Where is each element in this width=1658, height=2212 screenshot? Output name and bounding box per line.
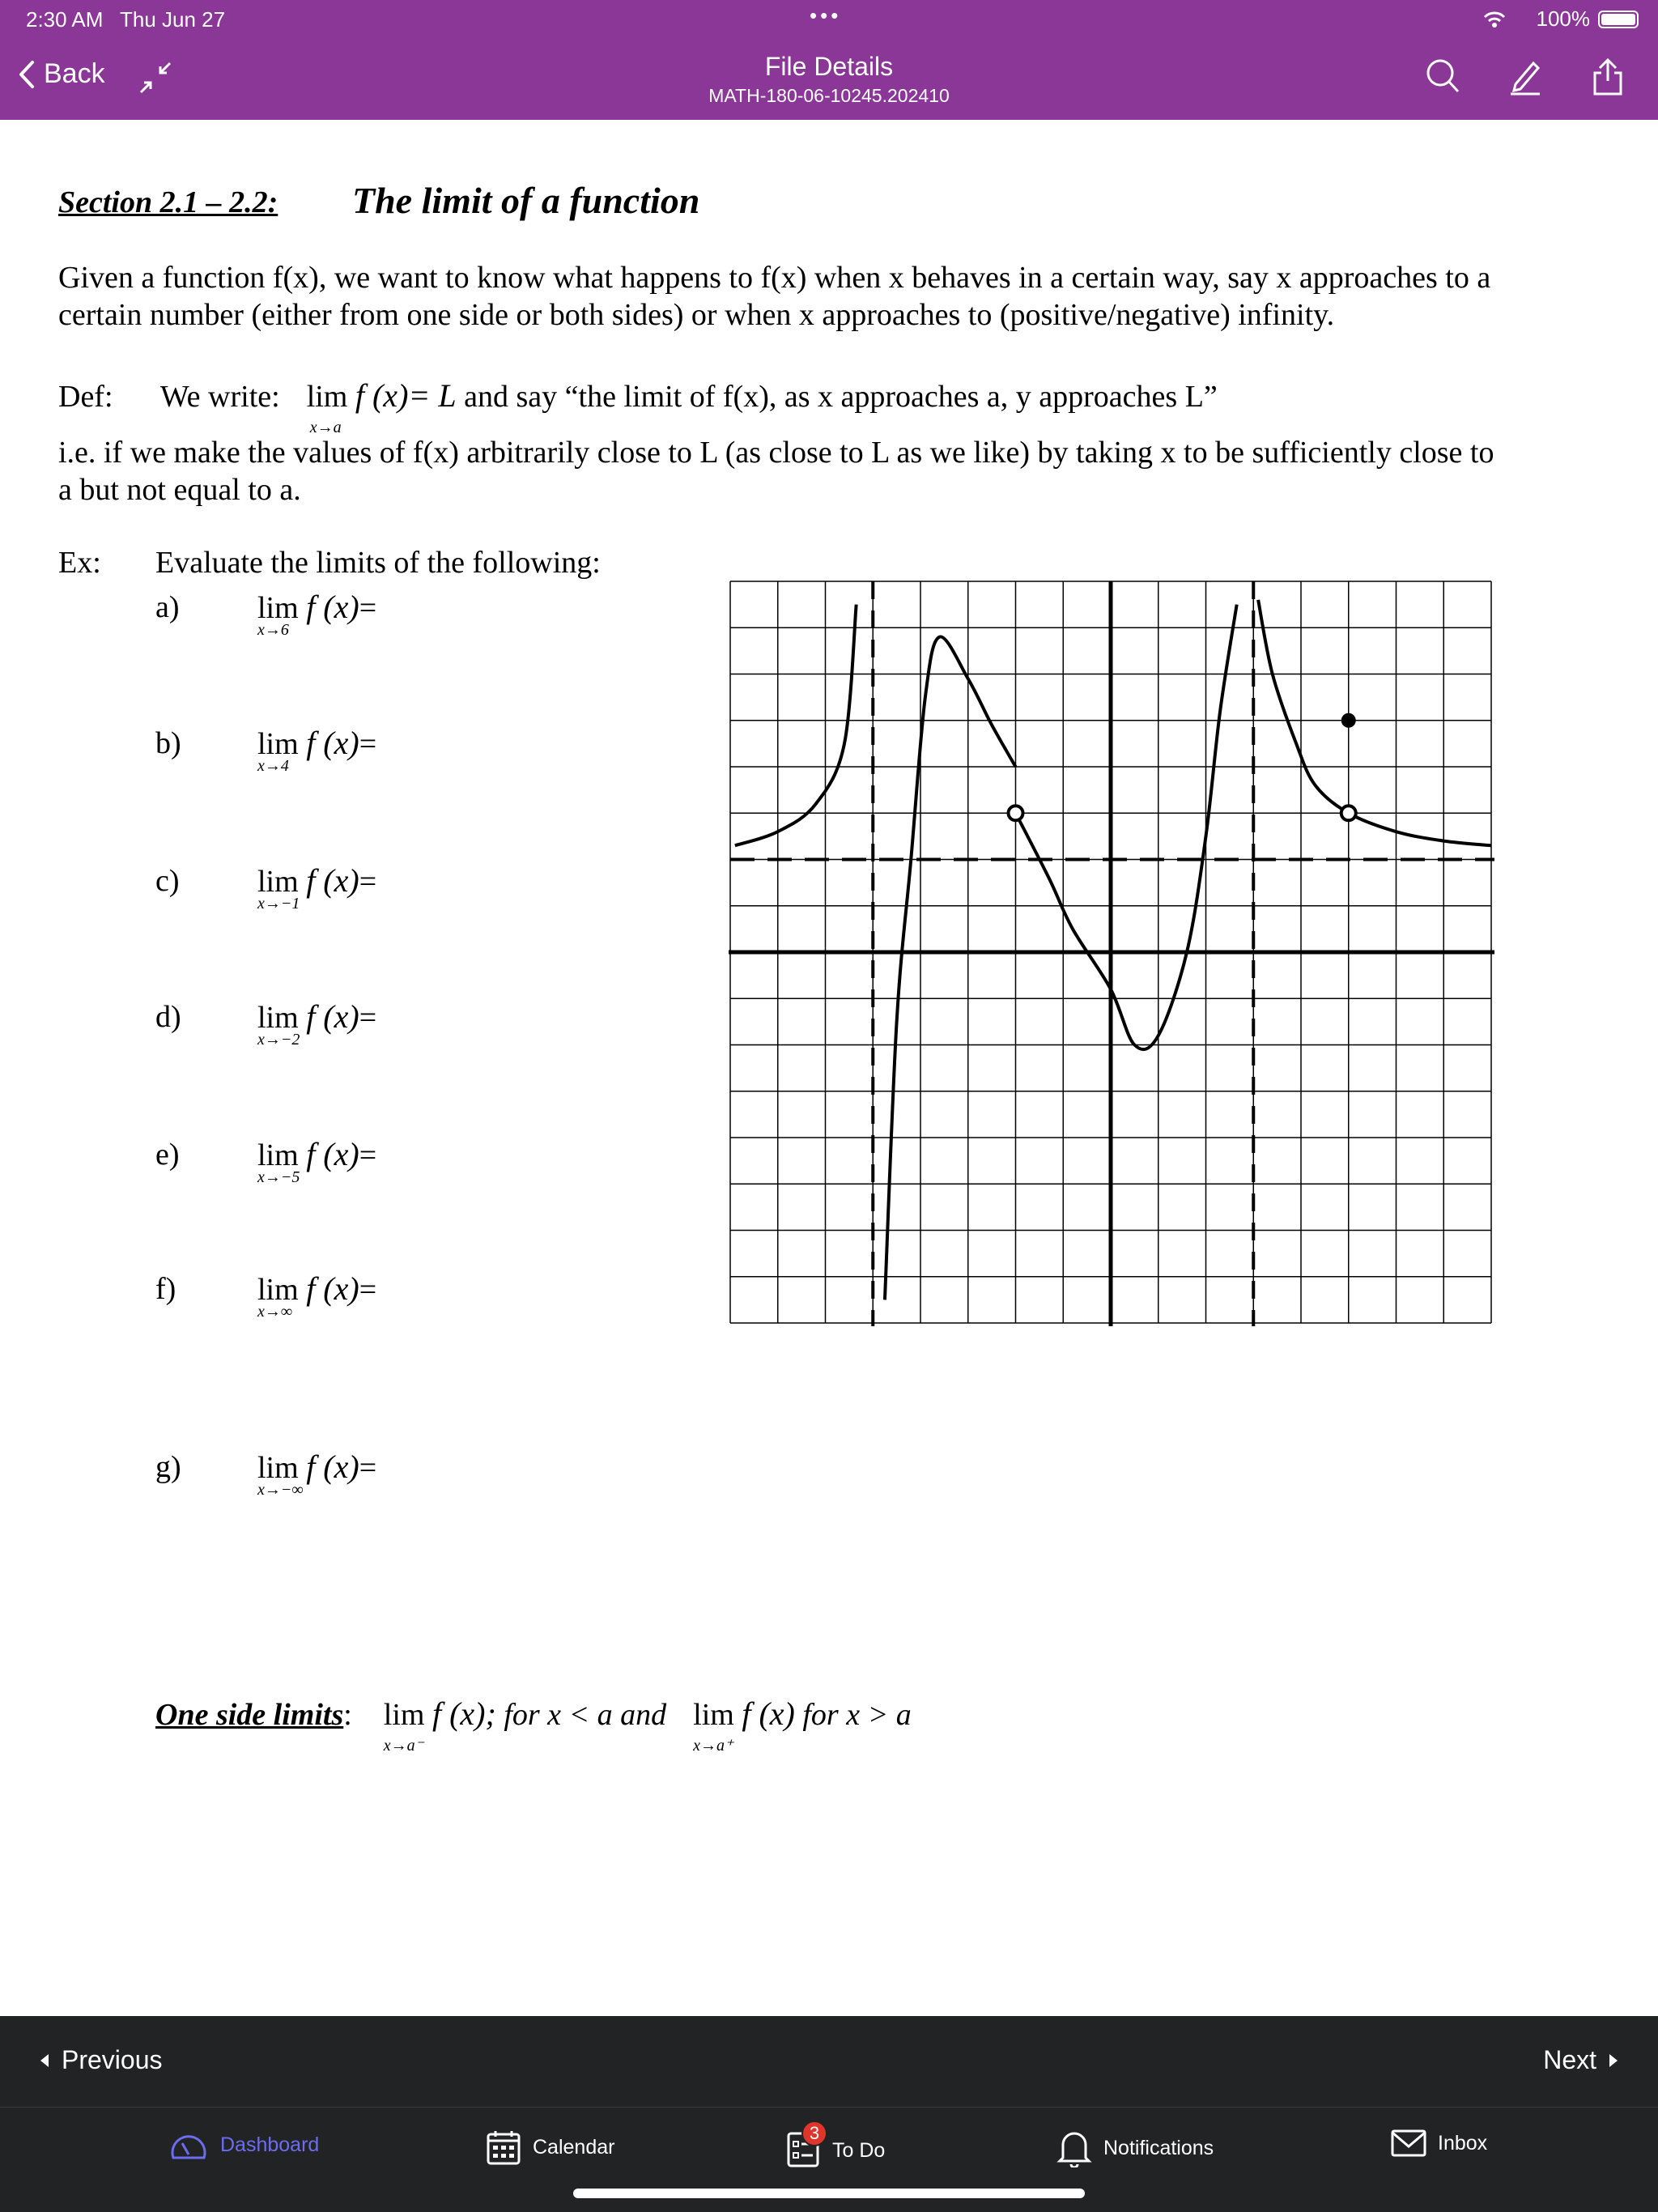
one-side-label: One side limits — [155, 1698, 344, 1732]
item-b-sub: x→4 — [257, 757, 289, 775]
item-g-lim: lim — [257, 1451, 299, 1485]
section-heading: Section 2.1 – 2.2: — [58, 185, 278, 219]
search-icon[interactable] — [1425, 57, 1460, 96]
def-sub: x→a — [309, 419, 342, 436]
os-for-2: for x > a — [802, 1698, 912, 1732]
os-fx-1: f (x); — [432, 1695, 496, 1732]
caret-left-icon — [39, 2052, 50, 2069]
next-label: Next — [1543, 2045, 1596, 2074]
item-a-fx: f (x) — [306, 589, 359, 625]
item-a-sub: x→6 — [257, 621, 289, 639]
open-point — [1341, 806, 1356, 820]
tab-calendar-label: Calendar — [533, 2135, 615, 2159]
curve-branch-left — [735, 605, 857, 846]
back-label: Back — [44, 58, 105, 89]
item-f-eq: = — [359, 1273, 377, 1307]
nav-bar — [0, 39, 1658, 120]
caret-right-icon — [1608, 2052, 1619, 2069]
os-fx-2: f (x) — [742, 1695, 795, 1732]
tab-inbox-label: Inbox — [1438, 2131, 1488, 2155]
item-b-limit — [257, 724, 377, 775]
item-e-fx: f (x) — [306, 1136, 359, 1172]
item-d-lim: lim — [257, 1001, 299, 1035]
item-e-eq: = — [359, 1138, 377, 1172]
item-b-eq: = — [359, 727, 377, 761]
os-lim-1: lim — [383, 1698, 425, 1732]
tab-notifications-label: Notifications — [1103, 2136, 1214, 2159]
calendar-icon — [486, 2129, 521, 2166]
item-d-fx: f (x) — [306, 998, 359, 1035]
item-c-sub: x→−1 — [257, 895, 300, 912]
item-g-eq: = — [359, 1451, 377, 1485]
def-rest: and say “the limit of f(x), as x approaches a, y approaches L” — [464, 380, 1218, 414]
wifi-icon — [1483, 11, 1506, 28]
item-f-sub: x→∞ — [257, 1303, 293, 1321]
tab-todo-label: To Do — [832, 2139, 886, 2162]
os-for-1: for x < a and — [504, 1698, 667, 1732]
def-fx: f (x) — [355, 377, 409, 414]
item-b-label: b) — [155, 726, 181, 760]
item-g-label: g) — [155, 1450, 181, 1484]
nav-actions — [1425, 57, 1626, 96]
previous-label: Previous — [62, 2045, 163, 2074]
intro-line-1: Given a function f(x), we want to know what happens to f(x) when x behaves in a certain way, say x approaches to a — [58, 261, 1491, 295]
todo-count-badge: 3 — [801, 2121, 827, 2146]
curve-branch-right — [1258, 600, 1491, 845]
def-lim: lim — [306, 380, 348, 414]
status-time: 2:30 AM — [26, 7, 104, 32]
item-a-label: a) — [155, 590, 180, 624]
annotate-pen-icon[interactable] — [1507, 57, 1543, 96]
tab-dashboard-label: Dashboard — [220, 2133, 320, 2156]
closed-point — [1341, 713, 1356, 728]
one-side-colon: : — [343, 1698, 352, 1732]
curve-branch-middle — [885, 636, 1016, 1300]
item-d-sub: x→−2 — [257, 1031, 300, 1049]
page-nav-bar — [0, 2016, 1658, 2107]
document-page — [0, 120, 1658, 2016]
envelope-icon — [1391, 2129, 1426, 2158]
item-e-lim: lim — [257, 1138, 299, 1172]
next-button[interactable] — [1543, 2045, 1619, 2075]
bell-icon — [1056, 2129, 1092, 2167]
item-g-sub: x→−∞ — [257, 1481, 304, 1499]
ie-line-1: i.e. if we make the values of f(x) arbitrarily close to L (as close to L as we like) by taking x to be sufficiently close to — [58, 436, 1494, 470]
intro-line-2: certain number (either from one side or both sides) or when x approaches to (positive/negative) infinity. — [58, 298, 1335, 332]
os-lim-2: lim — [693, 1698, 734, 1732]
definition-line — [58, 377, 1218, 436]
nav-title-block — [0, 52, 1658, 107]
item-d-label: d) — [155, 1000, 181, 1034]
todo-icon-wrap — [785, 2123, 821, 2173]
battery-percent: 100% — [1536, 6, 1590, 31]
status-date: Thu Jun 27 — [120, 7, 226, 32]
example-prompt: Evaluate the limits of the following: — [155, 546, 601, 580]
battery-icon — [1598, 11, 1639, 28]
item-f-label: f) — [155, 1272, 176, 1306]
share-icon[interactable] — [1590, 57, 1626, 96]
status-bar — [0, 0, 1658, 39]
item-e-label: e) — [155, 1138, 180, 1172]
item-a-lim: lim — [257, 591, 299, 625]
status-right — [1483, 6, 1639, 32]
example-label: Ex: — [58, 546, 101, 580]
item-c-label: c) — [155, 864, 180, 898]
item-c-limit — [257, 861, 377, 912]
moon-icon — [1514, 11, 1528, 28]
item-g-limit — [257, 1448, 377, 1499]
dashboard-gauge-icon — [168, 2129, 209, 2161]
item-f-limit — [257, 1270, 377, 1321]
tab-notifications[interactable] — [1056, 2129, 1214, 2167]
page-subtitle: MATH-180-06-10245.202410 — [708, 85, 950, 106]
os-sub-1: x→a⁻ — [383, 1737, 424, 1755]
item-g-fx: f (x) — [306, 1448, 359, 1485]
item-c-eq: = — [359, 865, 377, 899]
item-e-limit — [257, 1135, 377, 1186]
tab-dashboard[interactable] — [168, 2129, 319, 2161]
ie-line-2: a but not equal to a. — [58, 473, 301, 507]
one-side-limits-line — [155, 1695, 912, 1755]
item-c-lim: lim — [257, 865, 299, 899]
item-d-limit — [257, 998, 377, 1049]
document-title: The limit of a function — [352, 180, 700, 221]
previous-button[interactable] — [39, 2045, 163, 2075]
function-graph — [729, 580, 1503, 1457]
home-indicator[interactable] — [573, 2189, 1085, 2198]
tab-calendar[interactable] — [486, 2129, 614, 2166]
open-point — [1009, 806, 1023, 820]
def-limit — [306, 378, 348, 436]
item-b-fx: f (x) — [306, 725, 359, 761]
item-f-fx: f (x) — [306, 1270, 359, 1307]
page-title: File Details — [764, 52, 894, 81]
item-f-lim: lim — [257, 1273, 299, 1307]
def-write: We write: — [159, 380, 280, 414]
tab-inbox[interactable] — [1391, 2129, 1487, 2158]
item-c-fx: f (x) — [306, 862, 359, 899]
item-d-eq: = — [359, 1001, 377, 1035]
item-b-lim: lim — [257, 727, 299, 761]
item-e-sub: x→−5 — [257, 1168, 300, 1186]
def-eq: = L — [408, 377, 457, 414]
item-a-limit — [257, 588, 377, 639]
item-a-eq: = — [359, 591, 377, 625]
curve-branch-middle-2 — [1016, 605, 1237, 1049]
tab-todo[interactable] — [785, 2123, 886, 2173]
multitasking-dots[interactable]: ••• — [810, 3, 842, 28]
def-label: Def: — [58, 380, 113, 414]
os-sub-2: x→a⁺ — [693, 1737, 733, 1755]
